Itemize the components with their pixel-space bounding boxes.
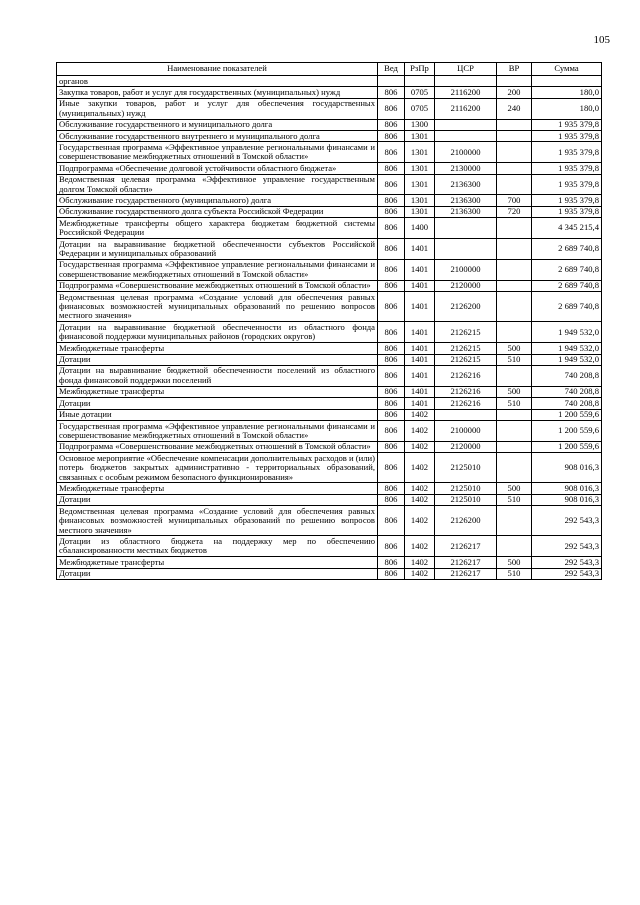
table-row	[57, 174, 602, 195]
row-rzpr: 1402	[405, 494, 435, 505]
row-sum: 1 935 379,8	[532, 195, 602, 206]
row-vr	[497, 163, 532, 174]
table-row	[57, 506, 602, 536]
table-body	[57, 76, 602, 580]
row-rzpr: 1401	[405, 292, 435, 322]
row-vr	[497, 131, 532, 142]
row-ved: 806	[378, 386, 405, 397]
row-vr: 240	[497, 98, 532, 119]
row-csr: 2126216	[435, 398, 497, 409]
row-sum: 4 345 215,4	[532, 218, 602, 239]
row-csr: 2125010	[435, 483, 497, 494]
header-vr: ВР	[497, 63, 532, 76]
row-rzpr: 1301	[405, 131, 435, 142]
table-row	[57, 441, 602, 452]
row-vr	[497, 421, 532, 442]
row-name: Ведомственная целевая программа «Эффективное управление государственным долгом Томской области»	[57, 174, 378, 195]
row-vr	[497, 259, 532, 280]
row-rzpr: 1401	[405, 259, 435, 280]
row-ved: 806	[378, 292, 405, 322]
row-vr	[497, 239, 532, 260]
row-rzpr: 1402	[405, 536, 435, 557]
row-name: Иные дотации	[57, 409, 378, 420]
row-ved: 806	[378, 568, 405, 579]
row-csr: 2120000	[435, 280, 497, 291]
row-name: Дотации на выравнивание бюджетной обеспеченности поселений из областного фонда финансовой поддержки поселений	[57, 365, 378, 386]
row-sum: 2 689 740,8	[532, 259, 602, 280]
row-name: Обслуживание государственного (муниципального) долга	[57, 195, 378, 206]
row-csr	[435, 119, 497, 130]
table-row	[57, 386, 602, 397]
row-vr: 500	[497, 483, 532, 494]
row-rzpr: 1301	[405, 174, 435, 195]
row-sum: 1 935 379,8	[532, 174, 602, 195]
row-ved: 806	[378, 195, 405, 206]
row-vr: 510	[497, 398, 532, 409]
row-csr: 2126200	[435, 506, 497, 536]
row-rzpr: 1400	[405, 218, 435, 239]
table-row	[57, 557, 602, 568]
row-name: Государственная программа «Эффективное управление региональными финансами и совершенствование межбюджетных отношений в Томской области»	[57, 259, 378, 280]
table-row	[57, 76, 602, 87]
row-rzpr: 1402	[405, 557, 435, 568]
table-row	[57, 195, 602, 206]
row-sum: 1 935 379,8	[532, 142, 602, 163]
row-vr	[497, 453, 532, 483]
table-row	[57, 142, 602, 163]
row-sum: 908 016,3	[532, 483, 602, 494]
budget-table	[56, 62, 602, 580]
row-csr: 2125010	[435, 494, 497, 505]
row-name: Подпрограмма «Совершенствование межбюджетных отношений в Томской области»	[57, 441, 378, 452]
header-name: Наименование показателей	[57, 63, 378, 76]
table-row	[57, 494, 602, 505]
table-row	[57, 119, 602, 130]
row-ved: 806	[378, 131, 405, 142]
row-rzpr: 1401	[405, 398, 435, 409]
row-csr: 2126216	[435, 386, 497, 397]
row-ved: 806	[378, 174, 405, 195]
row-ved: 806	[378, 398, 405, 409]
table-row	[57, 218, 602, 239]
row-rzpr: 1402	[405, 409, 435, 420]
row-ved: 806	[378, 354, 405, 365]
row-ved: 806	[378, 536, 405, 557]
row-ved: 806	[378, 365, 405, 386]
row-ved: 806	[378, 142, 405, 163]
row-rzpr: 0705	[405, 98, 435, 119]
row-csr	[435, 409, 497, 420]
row-sum: 1 200 559,6	[532, 409, 602, 420]
row-ved: 806	[378, 163, 405, 174]
row-vr: 200	[497, 87, 532, 98]
row-name: Дотации из областного бюджета на поддержку мер по обеспечению сбалансированности местных бюджетов	[57, 536, 378, 557]
row-csr: 2126217	[435, 568, 497, 579]
row-ved: 806	[378, 119, 405, 130]
header-row	[57, 63, 602, 76]
row-sum	[532, 76, 602, 87]
row-rzpr: 1401	[405, 365, 435, 386]
row-rzpr: 1402	[405, 453, 435, 483]
table-row	[57, 365, 602, 386]
row-rzpr	[405, 76, 435, 87]
row-ved	[378, 76, 405, 87]
row-name: Подпрограмма «Обеспечение долговой устойчивости областного бюджета»	[57, 163, 378, 174]
row-ved: 806	[378, 87, 405, 98]
table-row	[57, 409, 602, 420]
row-rzpr: 1401	[405, 386, 435, 397]
row-ved: 806	[378, 280, 405, 291]
row-name: Межбюджетные трансферты	[57, 343, 378, 354]
row-name: Подпрограмма «Совершенствование межбюджетных отношений в Томской области»	[57, 280, 378, 291]
table-row	[57, 206, 602, 217]
row-vr: 510	[497, 568, 532, 579]
row-name: Дотации	[57, 354, 378, 365]
row-ved: 806	[378, 259, 405, 280]
row-name: Дотации	[57, 568, 378, 579]
table-row	[57, 483, 602, 494]
row-vr	[497, 322, 532, 343]
row-rzpr: 1300	[405, 119, 435, 130]
row-vr	[497, 142, 532, 163]
row-ved: 806	[378, 557, 405, 568]
row-sum: 1 935 379,8	[532, 206, 602, 217]
row-name: Обслуживание государственного и муниципального долга	[57, 119, 378, 130]
table-row	[57, 98, 602, 119]
row-vr	[497, 76, 532, 87]
row-name: Государственная программа «Эффективное управление региональными финансами и совершенствование межбюджетных отношений в Томской области»	[57, 142, 378, 163]
row-vr	[497, 280, 532, 291]
table-row	[57, 453, 602, 483]
row-ved: 806	[378, 343, 405, 354]
table-row	[57, 536, 602, 557]
row-name: Дотации на выравнивание бюджетной обеспеченности субъектов Российской Федерации и муниципальных образований	[57, 239, 378, 260]
row-vr: 720	[497, 206, 532, 217]
row-sum: 1 949 532,0	[532, 354, 602, 365]
row-sum: 740 208,8	[532, 398, 602, 409]
table-row	[57, 322, 602, 343]
row-name: Обслуживание государственного внутреннего и муниципального долга	[57, 131, 378, 142]
row-sum: 1 200 559,6	[532, 441, 602, 452]
row-vr: 500	[497, 343, 532, 354]
row-vr	[497, 119, 532, 130]
row-name: Межбюджетные трансферты общего характера бюджетам бюджетной системы Российской Федерации	[57, 218, 378, 239]
row-sum: 292 543,3	[532, 506, 602, 536]
table-row	[57, 568, 602, 579]
row-vr: 500	[497, 386, 532, 397]
row-csr: 2126217	[435, 557, 497, 568]
row-ved: 806	[378, 239, 405, 260]
row-csr	[435, 218, 497, 239]
table-row	[57, 398, 602, 409]
table-row	[57, 259, 602, 280]
row-vr	[497, 174, 532, 195]
row-csr: 2120000	[435, 441, 497, 452]
row-name: Основное мероприятие «Обеспечение компенсации дополнительных расходов и (или) потерь бюджетов закрытых административно - территориальных образований, связанных с особым режимом безопасного функционирования»	[57, 453, 378, 483]
header-ved: Вед	[378, 63, 405, 76]
row-name: Обслуживание государственного долга субъекта Российской Федерации	[57, 206, 378, 217]
row-ved: 806	[378, 98, 405, 119]
row-vr	[497, 218, 532, 239]
row-rzpr: 1402	[405, 441, 435, 452]
row-rzpr: 1402	[405, 421, 435, 442]
row-sum: 1 935 379,8	[532, 163, 602, 174]
row-ved: 806	[378, 441, 405, 452]
row-csr: 2126215	[435, 354, 497, 365]
row-name: Межбюджетные трансферты	[57, 386, 378, 397]
row-name: Межбюджетные трансферты	[57, 483, 378, 494]
table-header	[57, 63, 602, 76]
row-vr: 510	[497, 494, 532, 505]
row-rzpr: 1401	[405, 280, 435, 291]
row-rzpr: 1301	[405, 142, 435, 163]
row-sum: 908 016,3	[532, 453, 602, 483]
row-ved: 806	[378, 453, 405, 483]
row-rzpr: 1402	[405, 483, 435, 494]
row-ved: 806	[378, 322, 405, 343]
row-ved: 806	[378, 494, 405, 505]
row-csr: 2116200	[435, 87, 497, 98]
row-sum: 1 200 559,6	[532, 421, 602, 442]
row-csr: 2136300	[435, 206, 497, 217]
row-csr: 2100000	[435, 421, 497, 442]
table-row	[57, 239, 602, 260]
row-csr: 2116200	[435, 98, 497, 119]
row-rzpr: 1402	[405, 568, 435, 579]
row-csr: 2126217	[435, 536, 497, 557]
row-name: Ведомственная целевая программа «Создание условий для обеспечения равных финансовых возможностей муниципальных образований по решению вопросов местного значения»	[57, 506, 378, 536]
row-name: Дотации на выравнивание бюджетной обеспеченности из областного фонда финансовой поддержки муниципальных районов (городских округов)	[57, 322, 378, 343]
row-ved: 806	[378, 506, 405, 536]
row-csr: 2100000	[435, 259, 497, 280]
row-sum: 292 543,3	[532, 557, 602, 568]
row-sum: 2 689 740,8	[532, 292, 602, 322]
row-sum: 740 208,8	[532, 365, 602, 386]
row-rzpr: 0705	[405, 87, 435, 98]
row-sum: 180,0	[532, 98, 602, 119]
row-sum: 908 016,3	[532, 494, 602, 505]
row-vr: 510	[497, 354, 532, 365]
row-ved: 806	[378, 218, 405, 239]
row-csr	[435, 131, 497, 142]
row-sum: 1 935 379,8	[532, 119, 602, 130]
row-csr: 2126215	[435, 322, 497, 343]
row-csr	[435, 239, 497, 260]
row-csr: 2136300	[435, 174, 497, 195]
table-row	[57, 421, 602, 442]
row-csr: 2126216	[435, 365, 497, 386]
row-csr: 2126215	[435, 343, 497, 354]
row-ved: 806	[378, 206, 405, 217]
row-csr: 2130000	[435, 163, 497, 174]
row-vr	[497, 536, 532, 557]
row-vr: 500	[497, 557, 532, 568]
row-sum: 740 208,8	[532, 386, 602, 397]
row-sum: 180,0	[532, 87, 602, 98]
row-ved: 806	[378, 421, 405, 442]
row-sum: 1 935 379,8	[532, 131, 602, 142]
header-sum: Сумма	[532, 63, 602, 76]
row-name: Государственная программа «Эффективное управление региональными финансами и совершенствование межбюджетных отношений в Томской области»	[57, 421, 378, 442]
row-rzpr: 1401	[405, 343, 435, 354]
table-row	[57, 163, 602, 174]
row-vr	[497, 292, 532, 322]
row-vr	[497, 506, 532, 536]
row-name: Дотации	[57, 494, 378, 505]
row-name: органов	[57, 76, 378, 87]
row-sum: 2 689 740,8	[532, 239, 602, 260]
row-sum: 1 949 532,0	[532, 322, 602, 343]
table-row	[57, 343, 602, 354]
row-vr	[497, 441, 532, 452]
row-rzpr: 1401	[405, 354, 435, 365]
table-row	[57, 87, 602, 98]
table-row	[57, 292, 602, 322]
row-csr: 2100000	[435, 142, 497, 163]
row-sum: 2 689 740,8	[532, 280, 602, 291]
row-rzpr: 1301	[405, 163, 435, 174]
table-row	[57, 280, 602, 291]
row-rzpr: 1401	[405, 239, 435, 260]
row-csr	[435, 76, 497, 87]
row-sum: 1 949 532,0	[532, 343, 602, 354]
row-rzpr: 1301	[405, 195, 435, 206]
row-ved: 806	[378, 409, 405, 420]
row-sum: 292 543,3	[532, 568, 602, 579]
row-name: Дотации	[57, 398, 378, 409]
row-csr: 2136300	[435, 195, 497, 206]
header-csr: ЦСР	[435, 63, 497, 76]
table-row	[57, 131, 602, 142]
row-rzpr: 1301	[405, 206, 435, 217]
row-name: Иные закупки товаров, работ и услуг для обеспечения государственных (муниципальных) нужд	[57, 98, 378, 119]
table-row	[57, 354, 602, 365]
row-name: Ведомственная целевая программа «Создание условий для обеспечения равных финансовых возможностей муниципальных образований по решению вопросов местного значения»	[57, 292, 378, 322]
row-vr	[497, 365, 532, 386]
page-number: 105	[593, 34, 610, 46]
row-rzpr: 1401	[405, 322, 435, 343]
row-vr	[497, 409, 532, 420]
row-csr: 2125010	[435, 453, 497, 483]
row-sum: 292 543,3	[532, 536, 602, 557]
row-csr: 2126200	[435, 292, 497, 322]
row-ved: 806	[378, 483, 405, 494]
header-rzpr: РзПр	[405, 63, 435, 76]
row-vr: 700	[497, 195, 532, 206]
row-name: Закупка товаров, работ и услуг для государственных (муниципальных) нужд	[57, 87, 378, 98]
row-name: Межбюджетные трансферты	[57, 557, 378, 568]
row-rzpr: 1402	[405, 506, 435, 536]
